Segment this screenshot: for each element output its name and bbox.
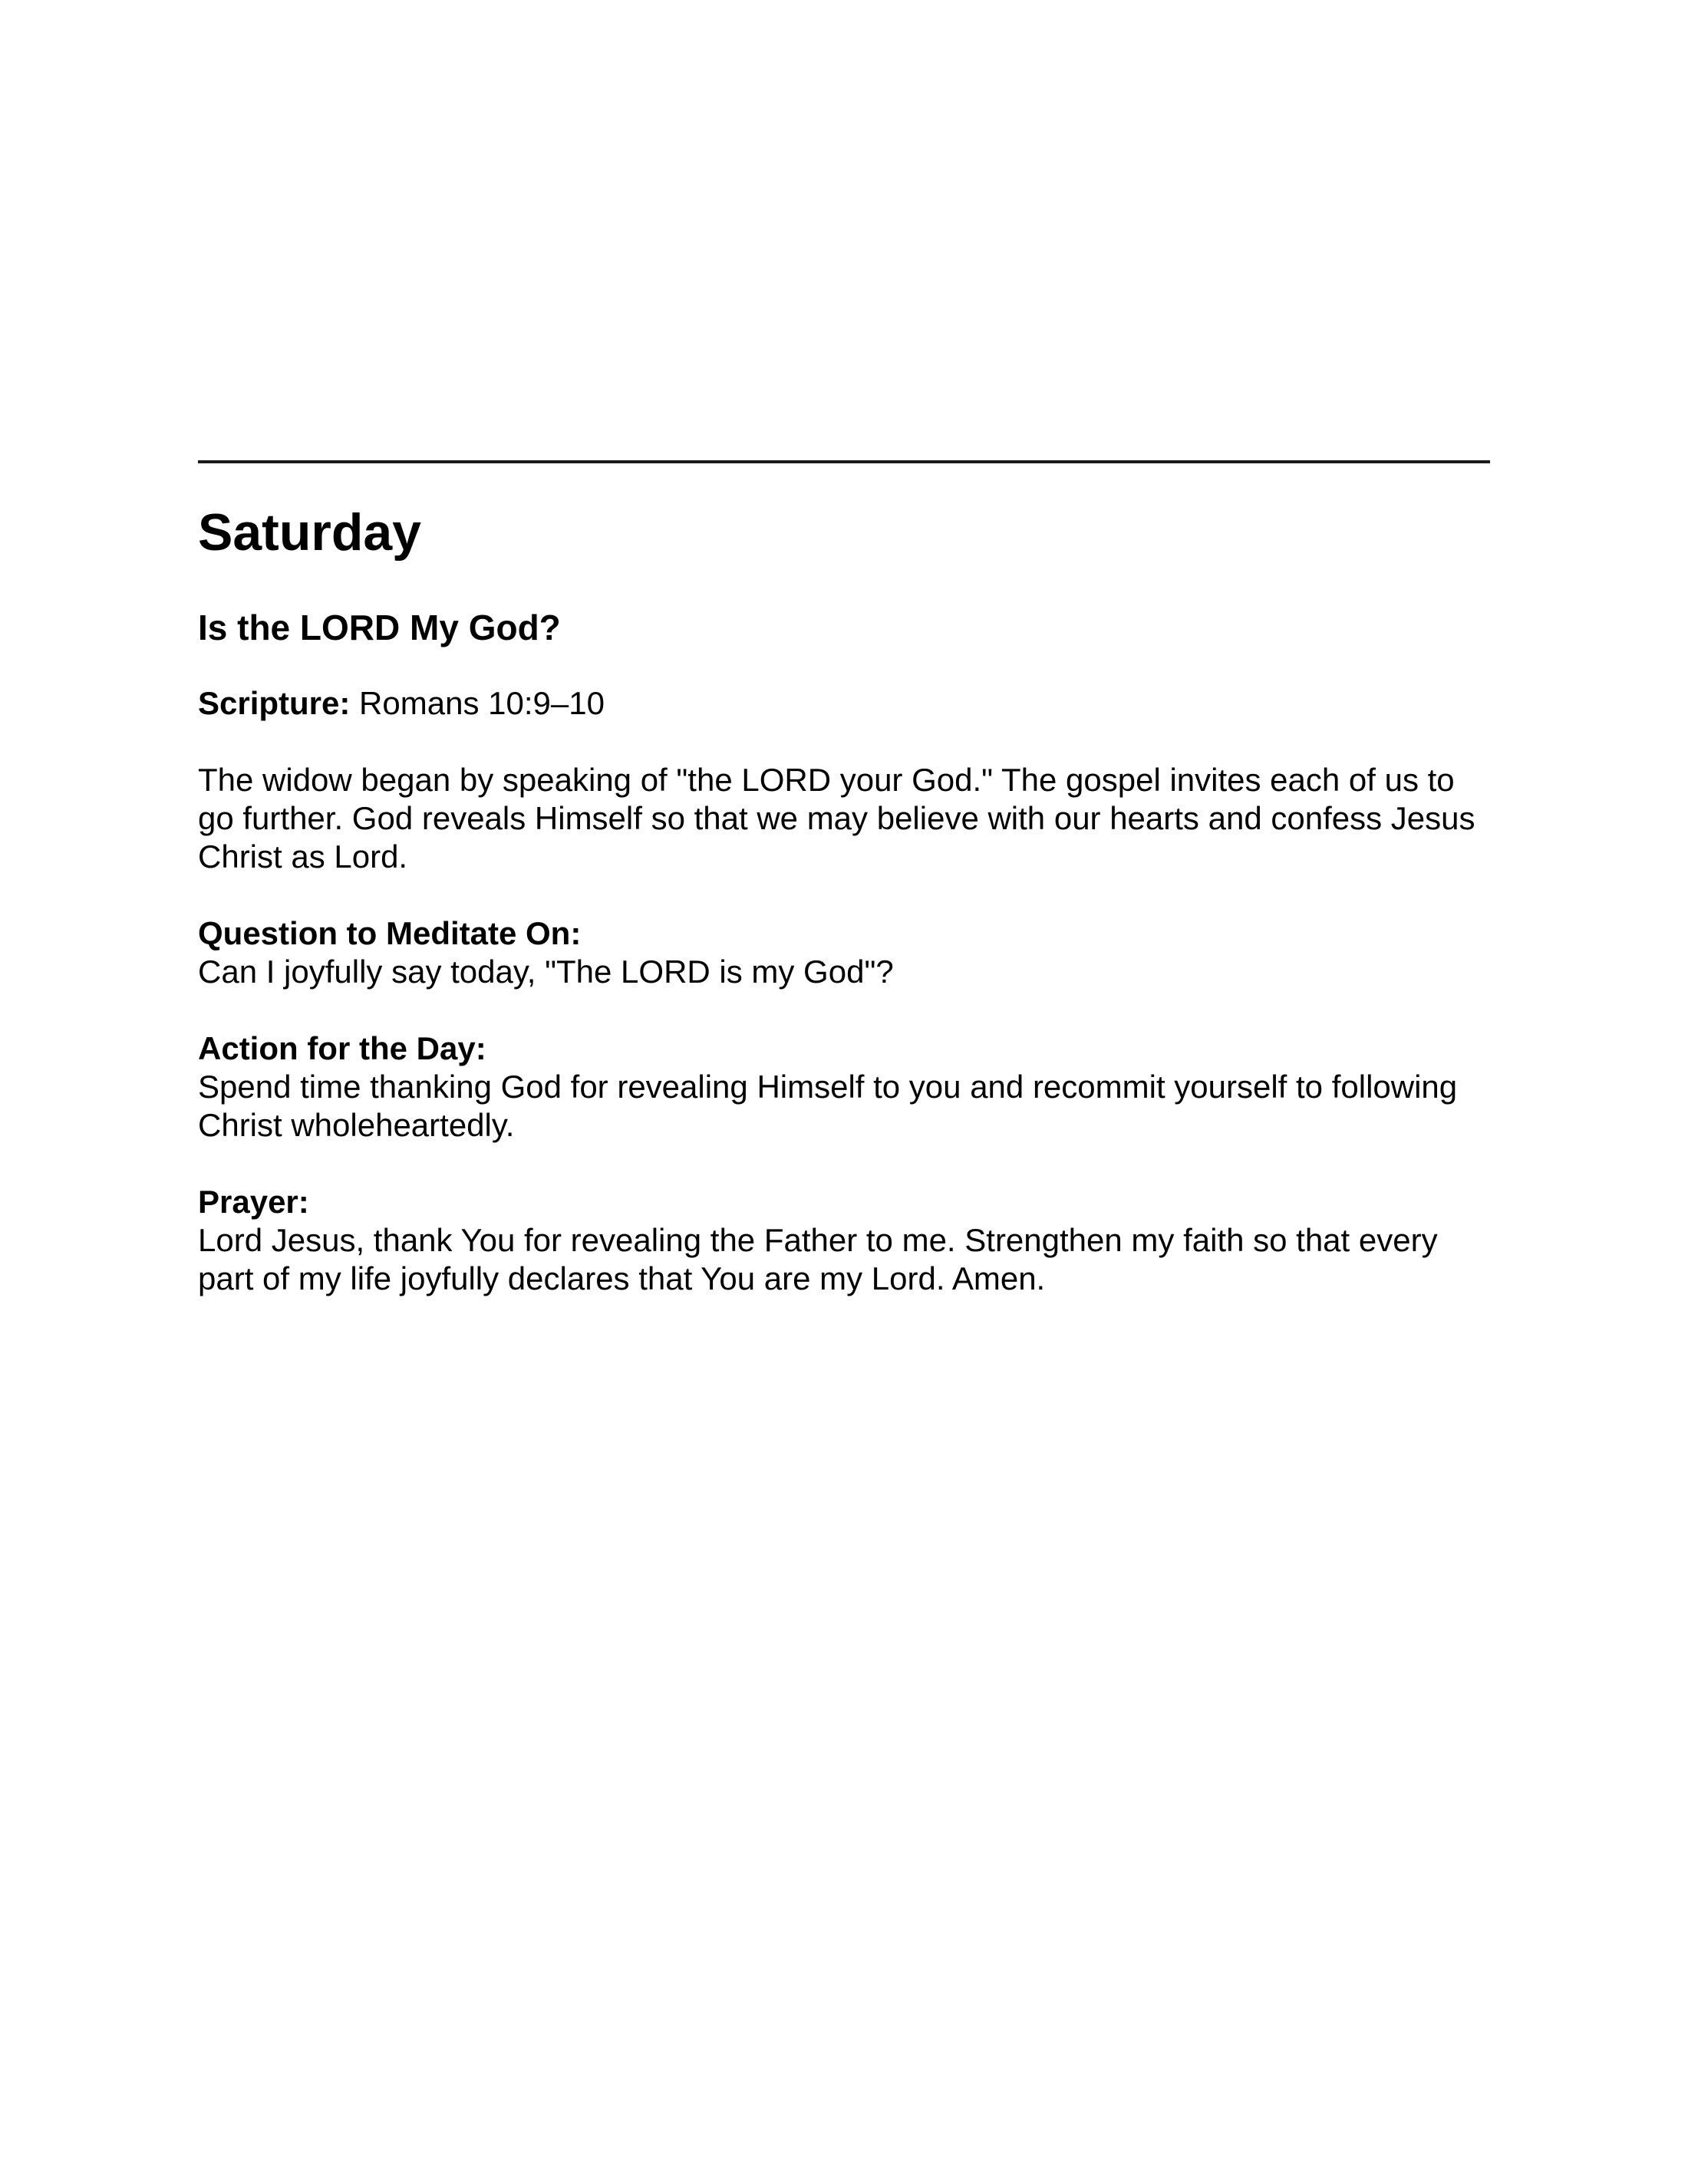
action-text: Spend time thanking God for revealing Himself to you and recommit yourself to following Christ wholeheartedly. — [198, 1069, 1458, 1143]
scripture-line — [198, 684, 1490, 723]
devotional-entry — [198, 499, 1490, 1298]
day-heading: Saturday — [198, 503, 421, 562]
intro-paragraph: The widow began by speaking of "the LORD your God." The gospel invites each of us to go further. God reveals Himself so that we may believe with our hearts and confess Jesus Christ as Lord. — [198, 762, 1475, 875]
prayer-label: Prayer: — [198, 1184, 309, 1220]
scripture-reference: Romans 10:9–10 — [359, 685, 605, 721]
question-label: Question to Meditate On: — [198, 915, 582, 951]
action-label: Action for the Day: — [198, 1030, 486, 1066]
devotional-title: Is the LORD My God? — [198, 608, 561, 647]
prayer-section — [198, 1183, 1490, 1298]
question-section — [198, 914, 1490, 991]
question-text: Can I joyfully say today, "The LORD is my God"? — [198, 954, 894, 990]
action-section — [198, 1029, 1490, 1145]
horizontal-divider — [198, 460, 1490, 463]
scripture-label: Scripture: — [198, 685, 351, 721]
prayer-text: Lord Jesus, thank You for revealing the Father to me. Strengthen my faith so that every part of my life joyfully declares that You are my Lord. Amen. — [198, 1222, 1438, 1296]
